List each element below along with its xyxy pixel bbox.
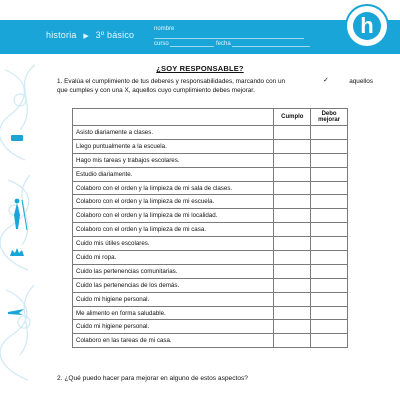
book-icon [11, 135, 23, 141]
cumplo-cell[interactable] [274, 153, 311, 167]
table-row [73, 278, 348, 292]
course-field-line[interactable] [170, 40, 214, 47]
criterion-text: Estudio diariamente. [73, 167, 274, 181]
cumplo-cell[interactable] [274, 126, 311, 140]
debo-mejorar-cell[interactable] [311, 264, 348, 278]
criterion-text: Cuido mi higiene personal. [73, 320, 274, 334]
table-row [73, 320, 348, 334]
criterion-text: Colaboro con el orden y la limpieza de mi sala de clases. [73, 181, 274, 195]
left-decorative-sidebar [0, 0, 42, 400]
debo-mejorar-cell[interactable] [311, 292, 348, 306]
table-row [73, 264, 348, 278]
instructions-line-1-tail: aquellos [349, 78, 373, 85]
subject-breadcrumb [46, 30, 134, 40]
table-row [73, 334, 348, 348]
cumplo-cell[interactable] [274, 223, 311, 237]
grade-label: 3º básico [95, 30, 135, 40]
criterion-text: Cuido mis útiles escolares. [73, 237, 274, 251]
debo-mejorar-cell[interactable] [311, 181, 348, 195]
cumplo-cell[interactable] [274, 139, 311, 153]
table-row [73, 126, 348, 140]
debo-mejorar-cell[interactable] [311, 209, 348, 223]
date-field-label: fecha [216, 41, 231, 47]
question-2: 2. ¿Qué puedo hacer para mejorar en alguno de estos aspectos? [57, 375, 248, 382]
debo-mejorar-cell[interactable] [311, 237, 348, 251]
soldier-figure-icon [14, 203, 20, 229]
criterion-text: Me alimento en forma saludable. [73, 306, 274, 320]
debo-mejorar-cell[interactable] [311, 306, 348, 320]
table-header-row [73, 109, 348, 126]
cumplo-cell[interactable] [274, 278, 311, 292]
cumplo-cell[interactable] [274, 251, 311, 265]
cumplo-cell[interactable] [274, 181, 311, 195]
subject-label: historia [46, 30, 77, 40]
criterion-text: Cuido mi higiene personal. [73, 292, 274, 306]
cumplo-cell[interactable] [274, 167, 311, 181]
table-row [73, 195, 348, 209]
criterion-text: Cuido las pertenencias comunitarias. [73, 264, 274, 278]
table-row [73, 139, 348, 153]
debo-mejorar-cell[interactable] [311, 126, 348, 140]
table-row [73, 209, 348, 223]
criterion-text: Cuido mi ropa. [73, 251, 274, 265]
name-field-line [154, 32, 304, 39]
debo-mejorar-cell[interactable] [311, 223, 348, 237]
criterion-text: Hago mis tareas y trabajos escolares. [73, 153, 274, 167]
criterion-text: Colaboro con el orden y la limpieza de mi casa. [73, 223, 274, 237]
self-evaluation-table [72, 108, 348, 348]
debo-mejorar-cell[interactable] [311, 251, 348, 265]
logo-letter: h [353, 12, 381, 40]
course-date-row [154, 40, 310, 47]
header-cumplo: Cumplo [274, 109, 311, 126]
table-row [73, 181, 348, 195]
cumplo-cell[interactable] [274, 320, 311, 334]
chevron-right-icon: ▶ [83, 33, 89, 40]
airplane-icon [8, 309, 24, 315]
criterion-text: Colaboro en las tareas de mi casa. [73, 334, 274, 348]
debo-mejorar-cell[interactable] [311, 167, 348, 181]
debo-mejorar-cell[interactable] [311, 153, 348, 167]
debo-mejorar-cell[interactable] [311, 334, 348, 348]
table-row [73, 251, 348, 265]
table-row [73, 292, 348, 306]
crown-icon [10, 248, 24, 256]
header-debo-mejorar: Debo mejorar [311, 109, 348, 126]
cumplo-cell[interactable] [274, 292, 311, 306]
header-banner [0, 20, 400, 54]
criterion-text: Colaboro con el orden y la limpieza de mi escuela. [73, 195, 274, 209]
cumplo-cell[interactable] [274, 195, 311, 209]
page-title: ¿SOY RESPONSABLE? [156, 64, 244, 73]
publisher-logo [347, 6, 387, 46]
course-field-label: curso [154, 41, 169, 47]
criterion-text: Cuido las pertenencias de los demás. [73, 278, 274, 292]
checkmark-icon: ✓ [323, 77, 329, 84]
table-row [73, 223, 348, 237]
cumplo-cell[interactable] [274, 334, 311, 348]
debo-mejorar-cell[interactable] [311, 195, 348, 209]
cumplo-cell[interactable] [274, 237, 311, 251]
table-row [73, 306, 348, 320]
cumplo-cell[interactable] [274, 209, 311, 223]
table-row [73, 237, 348, 251]
debo-mejorar-cell[interactable] [311, 278, 348, 292]
instructions [57, 77, 375, 95]
student-info-fields [154, 24, 324, 52]
criterion-text: Colaboro con el orden y la limpieza de mi localidad. [73, 209, 274, 223]
name-field[interactable] [154, 26, 324, 39]
instructions-line-2: que cumples y con una X, aquellos cuyo cumplimiento debes mejorar. [57, 87, 255, 94]
cumplo-cell[interactable] [274, 264, 311, 278]
date-field-line[interactable] [232, 40, 310, 47]
debo-mejorar-cell[interactable] [311, 139, 348, 153]
name-field-label: nombre [154, 26, 175, 32]
debo-mejorar-cell[interactable] [311, 320, 348, 334]
cumplo-cell[interactable] [274, 306, 311, 320]
criterion-text: Llego puntualmente a la escuela. [73, 139, 274, 153]
instructions-line-1: 1. Evalúa el cumplimiento de tus deberes y responsabilidades, marcando con un [57, 78, 286, 85]
table-row [73, 167, 348, 181]
header-criteria [73, 109, 274, 126]
decorative-swirls-illustration [0, 60, 42, 400]
criterion-text: Asisto diariamente a clases. [73, 126, 274, 140]
table-row [73, 153, 348, 167]
